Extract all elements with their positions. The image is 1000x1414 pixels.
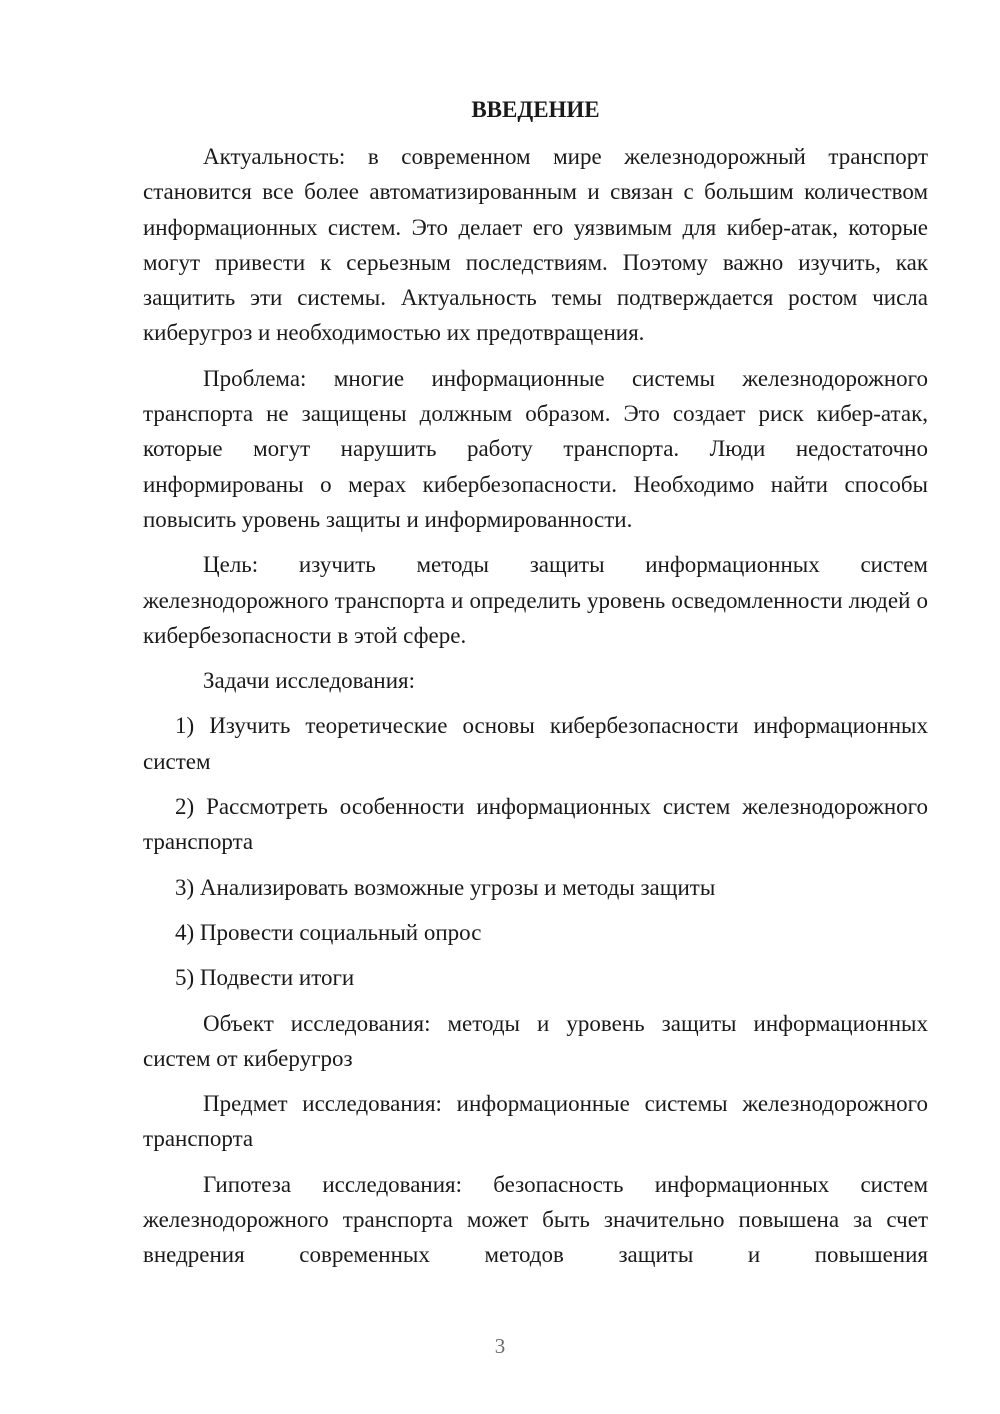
list-item: 2) Рассмотреть особенности информационных систем железнодорожного транспорта [143,794,928,855]
list-item: 3) Анализировать возможные угрозы и методы защиты [175,874,716,900]
list-item: 1) Изучить теоретические основы кибербезопасности информационных систем [143,713,928,774]
paragraph-subject: Предмет исследования: информационные системы железнодорожного транспорта [143,1091,928,1152]
paragraph-object: Объект исследования: методы и уровень защиты информационных систем от киберугроз [143,1010,928,1071]
page-content [143,91,928,1283]
page-number: 3 [494,1334,506,1358]
list-item: 5) Подвести итоги [175,965,355,991]
paragraph-relevance: Актуальность: в современном мире железнодорожный транспорт становится все более автоматизированным и связан с большим количеством информационных систем. Это делает его уязвимым для кибер-атак, которые могут привести к серьезным последствиям. Поэтому важно изучить, как защитить эти системы. Актуальность темы подтверждается ростом числа киберугроз и необходимостью их предотвращения. [143,144,928,346]
paragraph-problem: Проблема: многие информационные системы железнодорожного транспорта не защищены должным образом. Это создает риск кибер-атак, которые могут нарушить работу транспорта. Люди недостаточно информированы о мерах кибербезопасности. Необходимо найти способы повысить уровень защиты и информированности. [143,365,928,532]
paragraph-tasks-title: Задачи исследования: [203,668,416,694]
paragraph-hypothesis: Гипотеза исследования: безопасность информационных систем железнодорожного транспорта может быть значительно повышена за счет внедрения современных методов защиты и повышения [143,1171,928,1268]
list-item: 4) Провести социальный опрос [175,919,482,945]
paragraph-goal: Цель: изучить методы защиты информационных систем железнодорожного транспорта и определить уровень осведомленности людей о кибербезопасности в этой сфере. [143,552,928,648]
page-title: ВВЕДЕНИЕ [471,97,600,122]
